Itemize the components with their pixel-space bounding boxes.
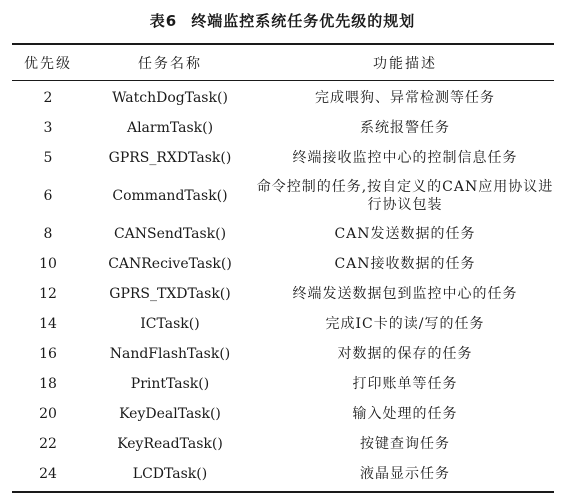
task-name-cell: GPRS_RXDTask() bbox=[108, 150, 232, 166]
table-caption bbox=[0, 10, 565, 31]
task-name-cell: NandFlashTask() bbox=[109, 346, 231, 362]
description-cell: 系统报警任务 bbox=[360, 120, 450, 136]
task-name-cell: CANReciveTask() bbox=[108, 256, 232, 272]
table-row bbox=[12, 219, 554, 249]
table-title: 终端监控系统任务优先级的规划 bbox=[191, 12, 416, 30]
priority-cell: 3 bbox=[43, 120, 53, 136]
task-name-cell: WatchDogTask() bbox=[112, 90, 228, 106]
description-cell: 输入处理的任务 bbox=[352, 406, 458, 422]
table-row bbox=[12, 429, 554, 459]
column-header-priority: 优先级 bbox=[24, 56, 72, 72]
description-cell: CAN接收数据的任务 bbox=[334, 256, 476, 272]
table-row bbox=[12, 173, 554, 219]
description-cell: 按键查询任务 bbox=[360, 436, 450, 452]
priority-table bbox=[12, 45, 554, 489]
task-name-cell: PrintTask() bbox=[130, 376, 210, 392]
column-header-task-name: 任务名称 bbox=[138, 56, 202, 72]
table-row bbox=[12, 309, 554, 339]
task-name-cell: LCDTask() bbox=[132, 466, 208, 482]
task-name-cell: CommandTask() bbox=[112, 188, 228, 204]
priority-cell: 5 bbox=[43, 150, 53, 166]
description-cell: 打印账单等任务 bbox=[352, 376, 458, 392]
description-cell: 液晶显示任务 bbox=[360, 466, 450, 482]
table-row bbox=[12, 459, 554, 489]
table-row bbox=[12, 113, 554, 143]
priority-cell: 8 bbox=[43, 226, 53, 242]
task-name-cell: CANSendTask() bbox=[113, 226, 227, 242]
priority-cell: 10 bbox=[39, 256, 57, 272]
priority-cell: 14 bbox=[39, 316, 57, 332]
description-cell: 终端接收监控中心的控制信息任务 bbox=[292, 150, 518, 166]
table-row bbox=[12, 369, 554, 399]
priority-cell: 18 bbox=[39, 376, 57, 392]
table-number: 表6 bbox=[149, 12, 178, 30]
table-header-row bbox=[12, 45, 554, 81]
table-row bbox=[12, 143, 554, 173]
priority-cell: 24 bbox=[39, 466, 57, 482]
column-header-description: 功能描述 bbox=[373, 56, 437, 72]
task-name-cell: AlarmTask() bbox=[126, 120, 214, 136]
priority-cell: 16 bbox=[39, 346, 57, 362]
table-row bbox=[12, 249, 554, 279]
table-row bbox=[12, 339, 554, 369]
priority-cell: 2 bbox=[43, 90, 53, 106]
description-cell: 对数据的保存的任务 bbox=[337, 346, 473, 362]
task-name-cell: KeyReadTask() bbox=[117, 436, 223, 452]
description-cell: CAN发送数据的任务 bbox=[334, 226, 476, 242]
bottom-rule bbox=[12, 491, 554, 493]
priority-cell: 20 bbox=[39, 406, 57, 422]
table-row bbox=[12, 279, 554, 309]
priority-cell: 6 bbox=[43, 188, 53, 204]
task-name-cell: GPRS_TXDTask() bbox=[109, 286, 231, 302]
table-row bbox=[12, 81, 554, 113]
priority-cell: 22 bbox=[39, 436, 57, 452]
description-cell: 终端发送数据包到监控中心的任务 bbox=[292, 286, 518, 302]
priority-cell: 12 bbox=[39, 286, 57, 302]
description-cell: 完成IC卡的读/写的任务 bbox=[325, 316, 485, 332]
description-cell: 命令控制的任务,按自定义的CAN应用协议进行协议包装 bbox=[256, 179, 554, 213]
table-row bbox=[12, 399, 554, 429]
task-name-cell: ICTask() bbox=[140, 316, 200, 332]
description-cell: 完成喂狗、异常检测等任务 bbox=[315, 90, 495, 106]
task-name-cell: KeyDealTask() bbox=[119, 406, 221, 422]
